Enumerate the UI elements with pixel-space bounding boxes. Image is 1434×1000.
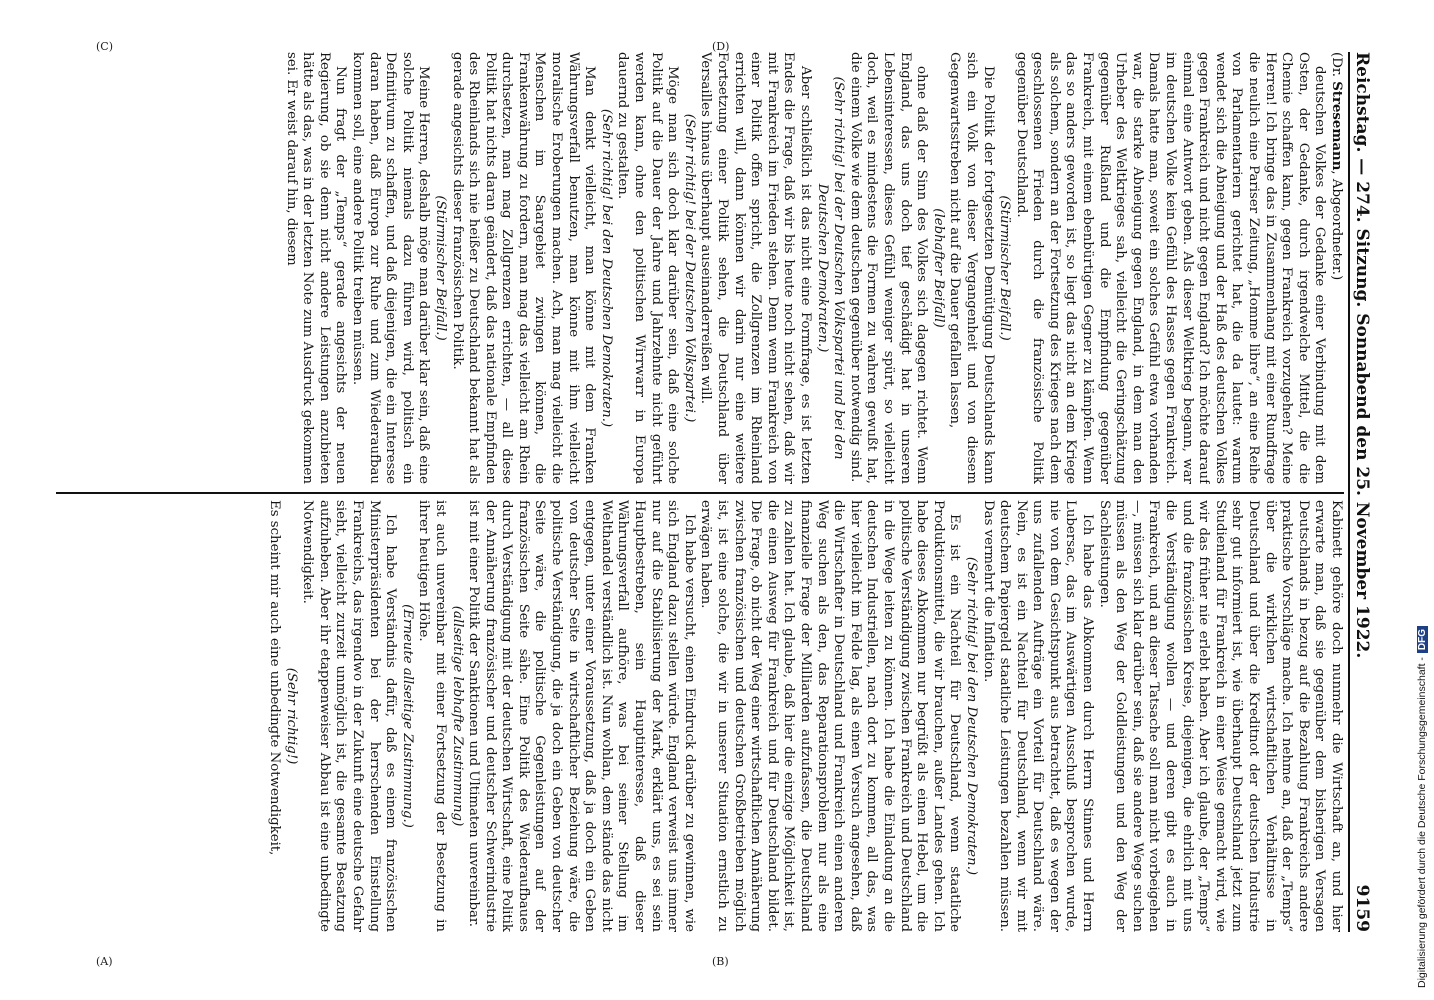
speech-paragraph: Es scheint mir auch eine unbedingte Notwendigkeit, [267,500,282,856]
speech-paragraph: ohne daß der Sinn des Volkes sich dagegen richtet. Wenn England, das uns doch tief geschädigt hat in unseren Lebensinteressen, dieses Gefühl weniger spürt, so vielleicht doch, weil es mindestens die Formen zu wahren gewußt hat, die einem Volke wie dem deutschen gegenüber notwendig sind. [847,52,930,484]
margin-marker-c: (C) [96,40,113,53]
speech-paragraph: Aber schließlich ist das nicht eine Formfrage, es ist letzten Endes die Frage, daß wir bis heute noch nicht sehen, daß wir mit Frankreich im Frieden stehen. Denn wenn Frankreich von einer Politik offen spricht, die Zollgrenzen im Rheinland errichten will, dann können wir darin nur eine weitere Fortsetzung einer Politik sehen, die Deutschland über Versailles hinaus überhaupt auseinanderreißen will. [698,52,813,484]
page-header [1348,52,1372,932]
speech-paragraph: Die Politik der fortgesetzten Demütigung Deutschlands kann sich ein Volk von dieser Vergangenheit und von diesem Gegenwartsstreben nicht auf die Dauer gefallen lassen, [947,52,996,484]
audience-reaction: (Erneute allseitige Zustimmung.) [399,604,415,828]
speaker-label: (Dr. [1329,52,1344,82]
speaker-role: , Abgeordneter.) [1329,170,1344,281]
digitization-credit [1406,8,1426,992]
speech-paragraph: Es ist ein Nachteil für Deutschland, wenn staatliche Produktionsmittel, die wir brauchen, außer Landes gehen. Ich habe dieses Abkommen nur begrüßt als einen Hebel, um die politische Verständigung zwischen Frankreich und Deutschland in die Wege leiten zu können. Ich habe die Einladung an die deutschen Industriellen, nach dort zu kommen, all das, was hier vielleicht im Felde lag, als einen Versuch angesehen, daß die Wirtschafter in Deutschland und Frankreich einen anderen Weg suchen als den, das Reparationsproblem nur als eine finanzielle Frage der Milliarden aufzufassen, die Deutschland zu zahlen hat. Ich glaube, daß hier die einzige Möglichkeit ist, die einen Ausweg für Frankreich und für Deutschland bildet. Die Frage, ob nicht der Weg einer wirtschaftlichen Annäherung zwischen französischen und deutschen Großbetrieben möglich ist, ist eine solche, die wir in unserer Situation ernstlich zu erwägen haben. [698,500,963,932]
speech-paragraph: Möge man sich doch klar darüber sein, daß eine solche Politik auf die Dauer der Jahre und Jahrzehnte nicht geführt werden kann, ohne den politischen Wirrwarr in Europa dauernd zu gestalten. [615,52,681,484]
audience-reaction: (lebhafter Beifall) [930,208,946,328]
speech-paragraph: ist auch unvereinbar mit einer Fortsetzung der Besetzung in ihrer heutigen Höhe. [416,500,448,932]
audience-reaction: (Sehr richtig! bei den Deutschen Demokraten.) [598,108,614,428]
audience-reaction: (Sehr richtig! bei der Deutschen Volkspartei.) [681,113,697,423]
audience-reaction: (allseitige lebhafte Zustimmung) [449,605,465,827]
column-divider [56,492,1344,494]
speaker-name: Stresemann [1329,81,1344,171]
speech-paragraph: Man denkt vielleicht, man könne mit dem Franken Währungsverfall benutzen, man könne mit ihm vielleicht moralische Eroberungen machen. Ach, man mag vielleicht die Menschen im Saargebiet zwingen können, die Frankenwährung zu fordern, man mag das vielleicht am Rhein durchsetzen, man mag Zollgrenzen errichten, — all diese Politik hat nichts daran geändert, daß das nationale Empfinden des Rheinlands sich nie heißer zu Deutschland bekannt hat als gerade angesichts dieser französischen Politik. [449,52,598,484]
right-column [54,500,1344,932]
newspaper-page [52,52,1372,932]
speaker-line [1327,52,1344,484]
page-number: 9159 [1352,884,1372,932]
speech-paragraph: deutschen Volkes der Gedanke einer Verbindung mit dem Osten, der Gedanke, durch irgendwelche Mittel, die die Chemie schaffen kann, gegen Frankreich vorzugehen? Meine Herren! Ich bringe das in Zusammenhang mit einer Rundfrage die neulich eine Pariser Zeitung, „Homme libre“, an eine Reihe von Parlamentariern gerichtet hat, die da lautet: warum wendet sich die Abneigung und der Haß des deutschen Volkes gegen Frankreich und nicht gegen England? Ich möchte darauf einmal eine Antwort geben. Als dieser Weltkrieg begann, war im deutschen Volke kein Gefühl des Hasses gegen Frankreich. Damals hatte man, soweit ein solches Gefühl etwa vorhanden war, die starke Abneigung gegen England, in dem man den Urheber des Weltkrieges sah, vielleicht die Geringschätzung gegenüber Rußland und die Empfindung gegenüber Frankreich, mit einem ebenbürtigen Gegner zu kämpfen. Wenn das so anders geworden ist, so liegt das nicht an dem Kriege als solchem, sondern an der Fortsetzung des Krieges nach dem geschlossenen Frieden durch die französische Politik gegenüber Deutschland. [1013,52,1328,484]
audience-reaction: (Sehr richtig!) [283,667,299,765]
audience-reaction: (Stürmischer Beifall.) [997,195,1013,341]
speech-paragraph: Ich habe versucht, einen Eindruck darüber zu gewinnen, wie sich England dazu stellen würde. England verweist uns immer nur auf die Stabilisierung der Mark, erklärt uns, es sei sein Hauptbestreben, sein Hauptinteresse, daß dieser Währungsverfall aufhöre, was bei seiner Stellung im Welthandel verständlich ist. Nun wohlan, dem stände das nicht entgegen, unter einer Voraussetzung, daß ja doch ein Geben von deutscher Seite in wirtschaftlicher Beziehung wäre, die politische Verständigung, die ja doch ein Geben von deutscher Seite wäre, die politische Gegenleistungen auf der französischen Seite sähe. Eine Politik des Wiederaufbaues durch Verständigung mit der deutschen Wirtschaft, eine Politik der Annäherung französischer und deutscher Schwerindustrie ist mit einer Politik der Sanktionen und Ultimaten unvereinbar. [466,500,697,932]
rotated-page-container [52,52,1372,932]
margin-marker-d: (D) [712,40,730,53]
margin-marker-a: (A) [96,955,113,968]
audience-reaction: (Stürmischer Beifall.) [432,195,448,341]
speech-paragraph: Meine Herren, deshalb möge man darüber klar sein, daß eine solche Politik niemals dazu führen wird, politisch ein Definitivum zu schaffen, und daß diejenigen, die ein Interesse daran haben, daß Europa zur Ruhe und zum Wiederaufbau kommen soll, eine andere Politik treiben müssen. [349,52,432,484]
speech-paragraph: Ich habe das Abkommen durch Herrn Stinnes und Herrn Lubersac, das im Auswärtigen Ausschuß besprochen wurde, nie von dem Gesichtspunkt aus betrachtet, daß es wegen der uns zufallenden Aufträge ein Vorteil für Deutschland wäre. Nein, es ist ein Nachteil für Deutschland, wenn wir mit deutschem Papiergeld staatliche Leistungen bezahlen müssen. Das vermehrt die Inflation. [980,500,1096,932]
speech-paragraph: Kabinett gehöre doch nunmehr die Wirtschaft an, und hier erwarte man, daß sie gegenüber dem bisherigen Versagen Deutschlands in bezug auf die Bezahlung Frankreichs andere praktische Vorschläge mache. Ich nehme an, daß der „Temps“ über die wirklichen wirtschaftlichen Verhältnisse in Deutschland und über die Kreditnot der deutschen Industrie sehr gut informiert ist, wie überhaupt Deutschland jetzt zum Studienland für Frankreich in einer Weise gemacht wird, wie wir das früher nie erlebt haben. Aber ich glaube, der „Temps“ und die französischen Kreise, diejenigen, die ehrlich mit uns die Verständigung wollen — und deren gibt es auch in Frankreich, und an dieser Tatsache soll man nicht vorbeigehen —, müssen sich klar darüber sein, daß sie andere Wege suchen müssen als den Weg der Goldleistungen und den Weg der Sachleistungen. [1096,500,1344,932]
speech-paragraph: Nun fragt der „Temps“ gerade angesichts der neuen Regierung, ob sie denn nicht andere Leistungen anzubieten hätte als das, was in der letzten Note zum Ausdruck gekommen sei. Er weist darauf hin, diesem [283,52,349,484]
header-title: Reichstag. — 274. Sitzung. Sonnabend den 25. November 1922. [1352,52,1372,659]
speech-paragraph: Ich habe Verständnis dafür, daß es einem französischen Ministerpräsidenten bei der herrschenden Einstellung Frankreichs, das irgendwo in der Zukunft eine deutsche Gefahr sieht, vielleicht zurzeit unmöglich ist, die gesamte Besatzung aufzuheben. Aber ihr etappenweiser Abbau ist eine unbedingte Notwendigkeit. [300,500,399,932]
audience-reaction: (Sehr richtig! bei der Deutschen Volkspartei und bei den Deutschen Demokraten.) [814,76,847,460]
margin-marker-b: (B) [712,955,729,968]
audience-reaction: (Sehr richtig! bei den Deutschen Demokraten.) [963,556,979,876]
dfg-logo: DFG [1417,626,1428,653]
left-column [54,52,1344,484]
credit-text: Digitalisierung gefördert durch die Deutsche Forschungsgemeinschaft - [1416,657,1428,988]
